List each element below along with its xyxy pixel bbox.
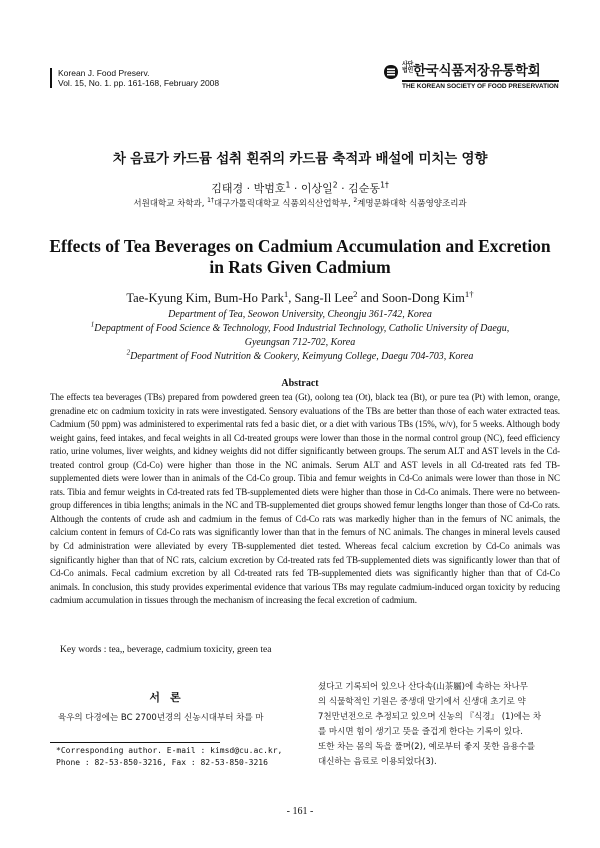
english-affiliation: Gyeungsan 712-702, Korea xyxy=(244,337,356,348)
author-mark: 1† xyxy=(380,180,389,190)
korean-affiliations xyxy=(0,197,600,209)
author-mark: 1 xyxy=(285,180,291,190)
keywords-label: Key words : xyxy=(60,645,109,655)
korean-author-name: 김태경 xyxy=(211,182,244,195)
body-line: 의 식물학적인 기원은 중생대 말기에서 신생대 초기로 약 xyxy=(318,697,526,708)
page-number: - 161 - xyxy=(286,806,314,817)
author-mark: 2 xyxy=(353,197,358,205)
korean-author-name: 김순동 xyxy=(348,182,381,195)
society-name-kr: 한국식품저장유통학회 xyxy=(413,63,541,79)
english-affiliation: Department of Food Nutrition & Cookery, Keimyung College, Daegu 704-703, Korea xyxy=(130,351,474,362)
english-affiliations xyxy=(50,308,550,364)
journal-name: Korean J. Food Preserv. xyxy=(58,68,150,78)
author-mark: 2 xyxy=(332,180,338,190)
author-mark: 2 xyxy=(353,288,358,299)
society-header xyxy=(383,62,559,90)
abstract-heading: Abstract xyxy=(281,378,319,389)
body-line: 대신하는 음료로 이용되었다(3). xyxy=(318,757,437,768)
english-affiliation: Depaptment of Food Science & Technology, Food Industrial Technology, Catholic University of Daegu, xyxy=(94,323,510,334)
author-mark: 1† xyxy=(464,288,474,299)
body-line: 를 마시면 힘이 생기고 뜻을 즐겁게 한다는 기록이 있다. xyxy=(318,727,523,738)
keywords-text: tea,, beverage, cadmium toxicity, green tea xyxy=(108,645,272,655)
footnote-phone: Phone : 82-53-850-3216, Fax : 82-53-850-3216 xyxy=(56,758,268,767)
korean-title: 차 음료가 카드뮴 섭취 흰쥐의 카드뮴 축적과 배설에 미치는 영향 xyxy=(112,151,488,167)
korean-affiliation: 계명문화대학 식품영양조리과 xyxy=(357,199,467,209)
body-line: 또한 차는 몸의 독을 풀며(2), 예로부터 좋지 못한 음용수를 xyxy=(318,742,536,753)
right-column-text xyxy=(318,680,560,771)
korean-author-name: 이상일 xyxy=(300,182,333,195)
abstract-text: The effects tea beverages (TBs) prepared from powdered green tea (Gt), oolong tea (Ot), black tea (Bt), or pure tea (Pt) with lemon, orange, grenadine etc on cadmium toxicity in rats were investigated. Sensory evaluations of the TBs are better than those of each water extracted teas. Cadmium (50 ppm) was administered to experimental rats fed a basic diet, or a diet with various TBs (15%, w/v), for 5 weeks. Although body weight gains, feed intakes, and fecal weights in all Cd-treated groups were lower than those in the normal control group (NC), feed efficiency ratio, urine volumes, liver weights, and kidney weights did not differ significantly between groups. The serum ALT and AST levels in the Cd-treated control group (Cd-Co) were higher than those in the NC animals. Serum ALT and AST levels in all Cd-treated rats fed TB-supplemented diets were lower than in animals of the Cd-Co group. Tibia and femur weights in Cd-Co animals were lower than those in NC rats. Tibia and femur weights in Cd-treated rats fed TB-supplemented diets were higher than those in Cd-Co animals. There were no between-group differences in tibia lengths; animals in the NC and TB-supplemented diet groups showed femur lengths longer than those of Cd-Co rats. Although the contents of crude ash and cadmium in the femus of Cd-Co rats was markedly higher than in the femurs of NC animals, the calcium content in femurs of Cd-Co rats was significantly lower than that in the femurs of NC animals. The changes in mineral levels caused by Cd administration were alleviated by every TB-supplemented diet tested. Whereas fecal calcium excretion by Cd-Co animals was significantly higher than that of NC rats, calcium excretion by Cd-treated rats fed TB-supplemented diets was significantly lower than that of Cd-Co animals. Fecal cadmium excretion by all Cd-treated rats fed TB-supplemented diets was significantly higher than that of Cd-Co animals. In conclusion, this study provides experimental evidence that various TBs may regulate cadmium-induced organ toxicity by reducing cadmium accumulation in tissues through the mechanism of increasing the fecal excretion of cadmium. xyxy=(50,392,560,606)
left-column-text: 육우의 다경에는 BC 2700년경의 신농시대부터 차를 마 xyxy=(58,713,264,723)
journal-citation xyxy=(50,68,219,88)
body-line: 7천만년전으로 추정되고 있으며 신농의 『식경』 (1)에는 차 xyxy=(318,712,542,723)
korean-affiliation: 대구가톨릭대학교 식품외식산업학부, xyxy=(213,199,354,209)
author-mark: 1† xyxy=(207,197,214,205)
korean-affiliation: 서원대학교 차학과, xyxy=(133,199,208,209)
society-tag-bottom: 법인 xyxy=(402,67,413,74)
korean-authors: 김태경 · 박범호$^1$ · 이상일$^2$ · 김순동$^{1\dagger}$ xyxy=(211,180,389,195)
english-authors: Tae-Kyung Kim, Bum-Ho Park$^1$, Sang-Il Lee$^2$ and Soon-Dong Kim$^{1\dagger}$ xyxy=(126,288,474,305)
body-line: 셨다고 기록되어 있으나 산다속(山茶屬)에 속하는 차나무 xyxy=(318,682,528,692)
section-heading: 서론 xyxy=(149,691,191,704)
keywords xyxy=(60,645,271,655)
journal-volume: Vol. 15, No. 1. pp. 161-168, February 2008 xyxy=(58,78,220,88)
english-affiliation: Department of Tea, Seowon University, Cheongju 361-742, Korea xyxy=(168,309,432,320)
footnote-email: *Corresponding author. E-mail : kimsd@cu.ac.kr, xyxy=(56,746,283,755)
english-title: Effects of Tea Beverages on Cadmium Accumulation and Excretion in Rats Given Cadmium xyxy=(49,236,551,277)
society-tag-top: 사단 xyxy=(402,61,413,68)
korean-author-name: 박범호 xyxy=(253,182,286,195)
society-name-en: THE KOREAN SOCIETY OF FOOD PRESERVATION xyxy=(402,80,559,90)
author-mark: 2 xyxy=(126,348,131,357)
author-mark: 1 xyxy=(283,288,289,299)
footnote-divider xyxy=(50,742,220,743)
corresponding-author-footnote xyxy=(56,745,282,769)
society-logo-icon xyxy=(383,64,399,80)
author-mark: 1 xyxy=(90,320,95,329)
